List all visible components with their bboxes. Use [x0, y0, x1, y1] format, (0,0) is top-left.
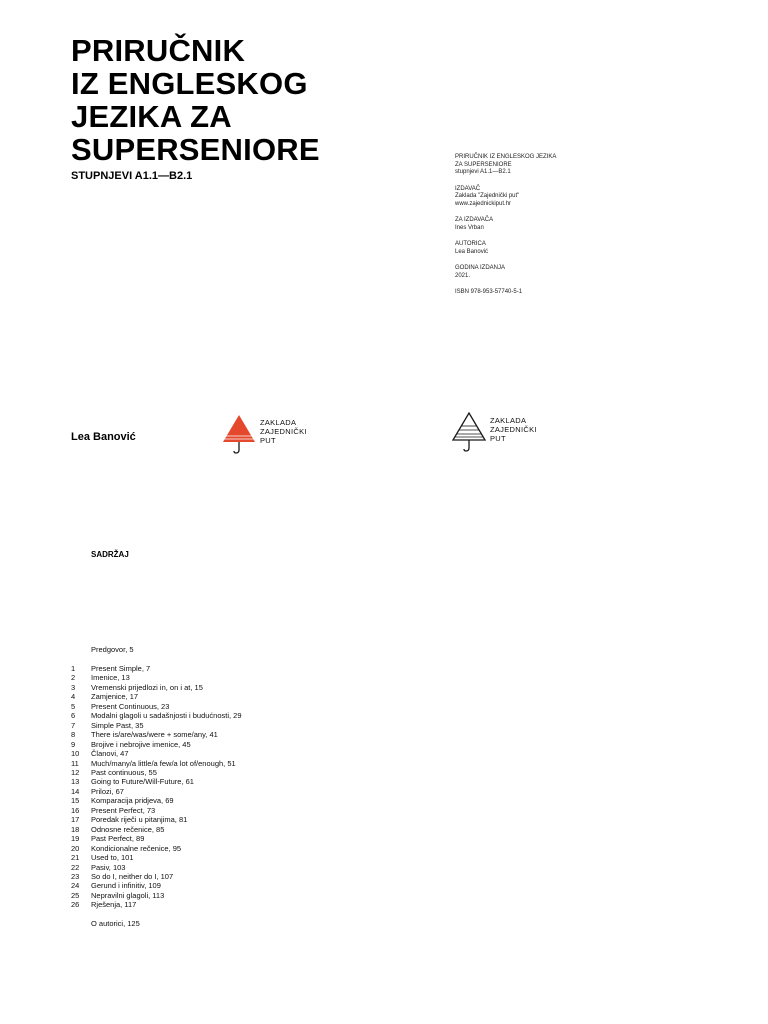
zaklada-logo-color [222, 414, 307, 454]
toc-entry [71, 664, 242, 673]
toc-entry [71, 881, 242, 890]
toc-entry-title: Used to, 101 [91, 853, 134, 863]
publisher-label: IZDAVAČ [455, 185, 481, 192]
toc-entry [71, 787, 242, 796]
year-label: GODINA IZDANJA [455, 265, 506, 271]
toc-entry [71, 853, 242, 862]
toc-entry-title: Nepravilni glagoli, 113 [91, 890, 165, 900]
toc-entry-number: 26 [71, 900, 80, 910]
imprint-publisher [455, 186, 556, 209]
toc-heading: SADRŽAJ [91, 550, 129, 559]
toc-entry [71, 768, 242, 777]
author-label: AUTORICA [455, 241, 486, 247]
toc-entry-number: 24 [71, 881, 80, 891]
toc-entry [71, 711, 242, 720]
toc-entry-title: Simple Past, 35 [91, 720, 144, 730]
toc-entry [71, 692, 242, 701]
imprint-title-line: PRIRUČNIK IZ ENGLESKOG JEZIKA [455, 154, 557, 160]
umbrella-triangle-outline-icon [452, 412, 486, 452]
toc-entry-title: Vremenski prijedlozi in, on i at, 15 [91, 682, 203, 692]
toc-entry-title: Zamjenice, 17 [91, 692, 139, 702]
toc-entry [71, 872, 242, 881]
logo-text [260, 418, 307, 445]
toc-entry-title: Članovi, 47 [91, 749, 129, 759]
imprint-levels: stupnjevi A1.1—B2.1 [455, 169, 511, 175]
toc-entry-number: 16 [71, 805, 80, 815]
toc-entry-number: 5 [71, 701, 76, 711]
logo-line: ZAKLADA [260, 418, 297, 427]
toc-entry-title: Odnosne rečenice, 85 [91, 824, 165, 834]
toc-entry [71, 825, 242, 834]
publisher-web: www.zajednickiput.hr [455, 200, 512, 207]
toc-entry-title: Present Continuous, 23 [91, 701, 170, 711]
toc-entry [71, 834, 242, 843]
for-publisher-label: ZA IZDAVAČA [455, 217, 494, 223]
toc-entry [71, 900, 242, 909]
toc-entry [71, 891, 242, 900]
toc-entry-number: 13 [71, 777, 80, 787]
toc-entry-number: 9 [71, 739, 76, 749]
toc-entry [71, 844, 242, 853]
toc-entry [71, 702, 242, 711]
logo-text [490, 416, 537, 443]
toc-entry [71, 730, 242, 739]
toc-entry-title: Komparacija pridjeva, 69 [91, 796, 174, 806]
isbn: ISBN 978-953-57740-5-1 [455, 289, 523, 295]
author-byline: Lea Banović [71, 431, 136, 443]
toc-entry-number: 18 [71, 824, 80, 834]
toc-entry-title: Much/many/a little/a few/a lot of/enough, 51 [91, 758, 236, 768]
toc-entry-number: 2 [71, 673, 76, 683]
imprint-for-publisher [455, 217, 556, 232]
toc-entry-title: Present Perfect, 73 [91, 805, 156, 815]
toc-entry-number: 22 [71, 862, 80, 872]
toc-entry-number: 6 [71, 711, 76, 721]
toc-entry [71, 683, 242, 692]
toc-entry [71, 806, 242, 815]
toc-entry-title: Past continuous, 55 [91, 767, 157, 777]
toc-entry-number: 8 [71, 730, 76, 740]
toc-entry-title: Prilozi, 67 [91, 786, 124, 796]
toc-entry [71, 759, 242, 768]
toc-entry-number: 3 [71, 682, 76, 692]
toc-entry-number: 15 [71, 796, 80, 806]
imprint-title-line: ZA SUPERSENIORE [455, 161, 512, 168]
title-line: IZ ENGLESKOG [71, 66, 308, 101]
toc-entry-number: 11 [71, 758, 79, 768]
logo-line: ZAJEDNIČKI [490, 425, 537, 434]
logo-line: ZAKLADA [490, 416, 527, 425]
imprint-block [455, 154, 556, 306]
toc-entry-title: Gerund i infinitiv, 109 [91, 881, 161, 891]
toc-entry [71, 740, 242, 749]
toc-entry-title: Brojive i nebrojive imenice, 45 [91, 739, 191, 749]
toc-entry [71, 796, 242, 805]
toc-entry [71, 673, 242, 682]
toc-entry-title: Poredak riječi u pitanjima, 81 [91, 815, 188, 825]
toc-entry-number: 20 [71, 843, 80, 853]
toc-entry-number: 4 [71, 692, 76, 702]
toc-entry [71, 777, 242, 786]
logo-line: PUT [260, 436, 276, 445]
author-name: Lea Banović [455, 248, 489, 255]
toc-entry-number: 14 [71, 786, 80, 796]
toc-entry-number: 23 [71, 871, 80, 881]
title-line: PRIRUČNIK [71, 33, 246, 68]
toc-entry-title: There is/are/was/were + some/any, 41 [91, 730, 218, 740]
imprint-author [455, 241, 556, 256]
toc-entry-number: 12 [71, 767, 80, 777]
toc-about-author: O autorici, 125 [91, 919, 140, 928]
table-of-contents [71, 664, 242, 910]
toc-entry-number: 19 [71, 834, 80, 844]
year-value: 2021. [455, 272, 471, 279]
imprint-year [455, 265, 556, 280]
book-title [71, 34, 320, 166]
toc-entry-title: Imenice, 13 [91, 673, 130, 683]
imprint-isbn [455, 289, 556, 297]
toc-entry-number: 1 [71, 664, 76, 673]
title-line: SUPERSENIORE [71, 132, 320, 167]
toc-entry-title: So do I, neither do I, 107 [91, 871, 174, 881]
toc-entry-title: Past Perfect, 89 [91, 834, 145, 844]
logo-line: PUT [490, 434, 506, 443]
toc-entry [71, 815, 242, 824]
toc-entry-title: Rješenja, 117 [91, 900, 137, 910]
toc-entry-title: Kondicionalne rečenice, 95 [91, 843, 182, 853]
toc-entry-number: 17 [71, 815, 80, 825]
toc-entry [71, 749, 242, 758]
zaklada-logo-mono [452, 412, 537, 452]
publisher-name: Zaklada "Zajednički put" [455, 193, 520, 199]
toc-entry-number: 10 [71, 749, 80, 759]
for-publisher-name: Ines Vrban [455, 224, 484, 231]
toc-entry-title: Pasiv, 103 [91, 862, 126, 872]
toc-entry-number: 7 [71, 720, 76, 730]
title-line: JEZIKA ZA [71, 99, 232, 134]
umbrella-triangle-icon [222, 414, 256, 454]
toc-entry-title: Present Simple, 7 [91, 664, 151, 673]
toc-entry [71, 863, 242, 872]
toc-entry-number: 21 [71, 853, 80, 863]
toc-entry-number: 25 [71, 890, 80, 900]
logo-line: ZAJEDNIČKI [260, 427, 307, 436]
toc-preface: Predgovor, 5 [91, 645, 134, 654]
book-subtitle: STUPNJEVI A1.1—B2.1 [71, 170, 193, 182]
toc-entry [71, 721, 242, 730]
imprint-title [455, 154, 556, 177]
toc-entry-title: Going to Future/Will-Future, 61 [91, 777, 194, 787]
toc-entry-title: Modalni glagoli u sadašnjosti i budućnosti, 29 [91, 711, 242, 721]
